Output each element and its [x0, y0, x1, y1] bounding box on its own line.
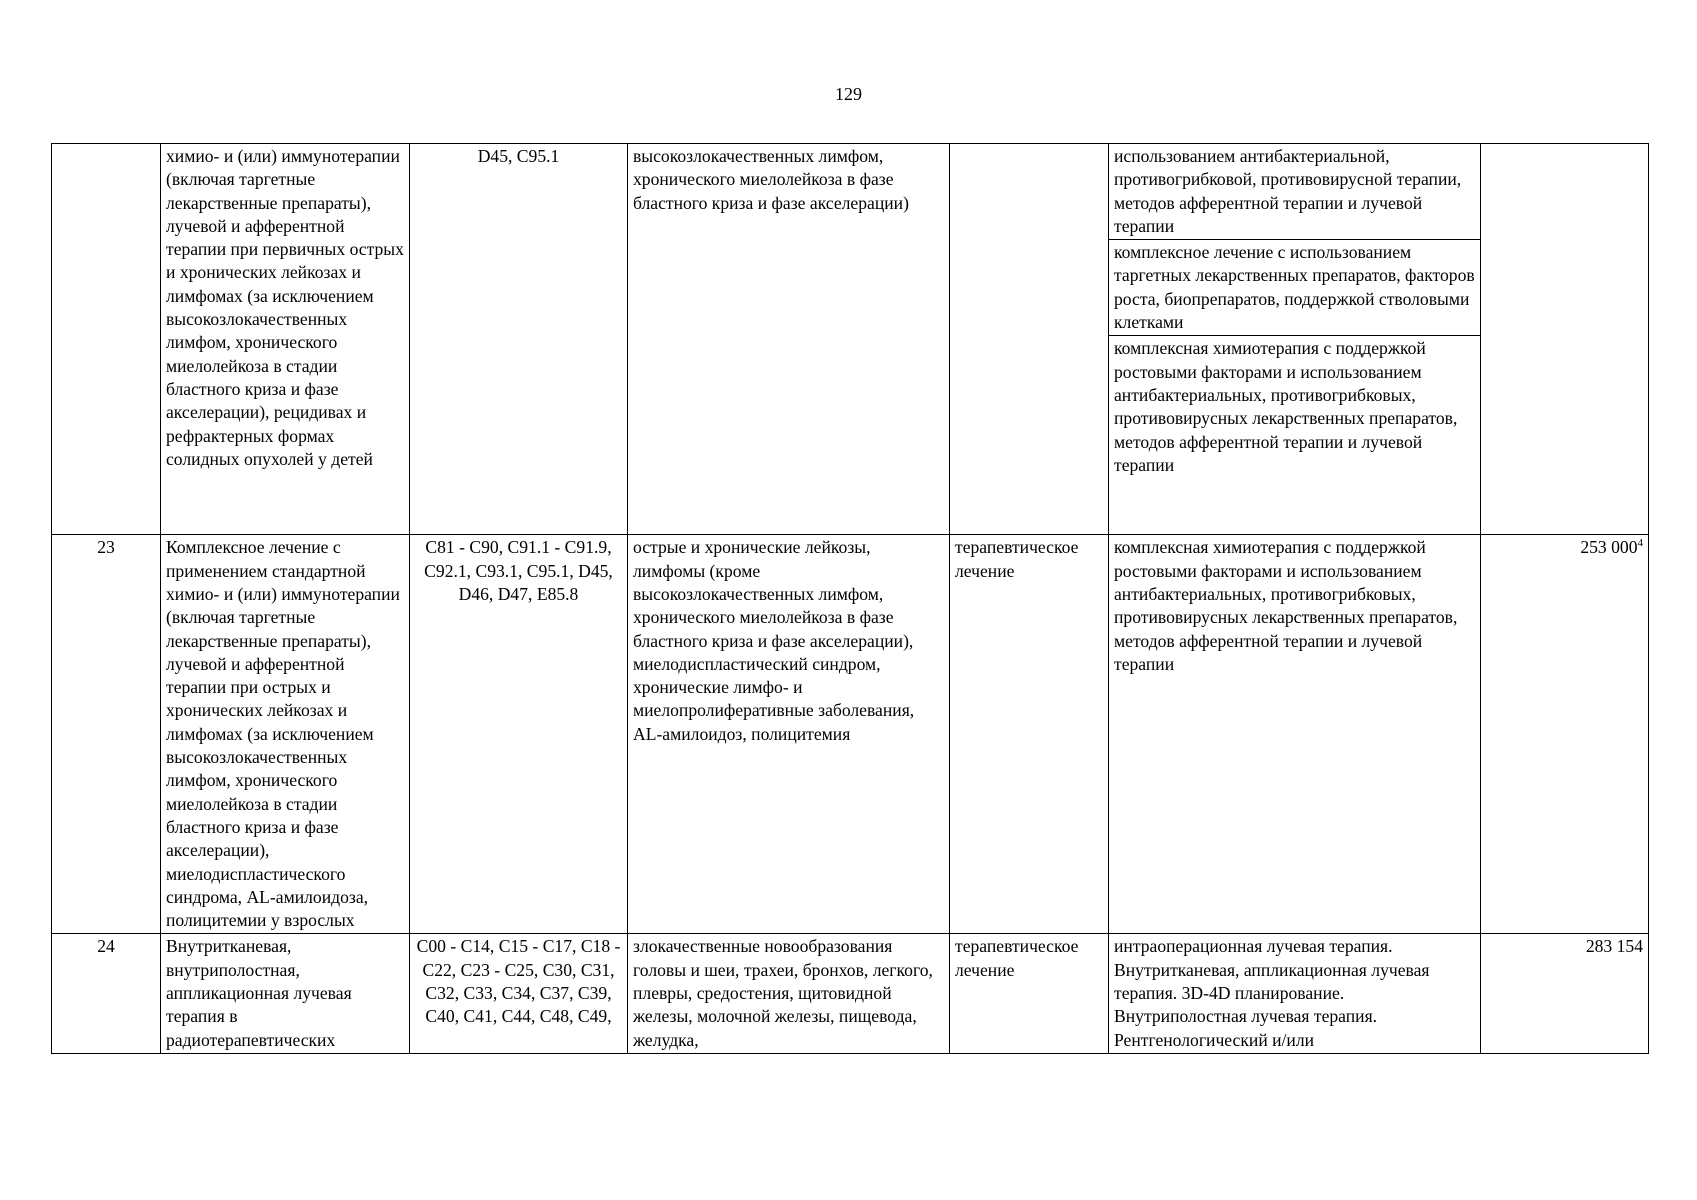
cell-number: 23	[52, 535, 161, 934]
cell-codes: C81 - C90, C91.1 - C91.9, C92.1, C93.1, C95.1, D45, D46, D47, E85.8	[410, 535, 628, 934]
cell-method: Внутритканевая, внутриполостная, аппликационная лучевая терапия в радиотерапевтических	[161, 934, 410, 1053]
cell-type: терапевтическое лечение	[950, 535, 1109, 934]
cell-model: злокачественные новообразования головы и шеи, трахеи, бронхов, легкого, плевры, средостения, щитовидной железы, молочной железы, пищевода, желудка,	[628, 934, 950, 1053]
cost-value: 253 000	[1580, 537, 1638, 558]
cell-model: острые и хронические лейкозы, лимфомы (кроме высокозлокачественных лимфом, хронического миелолейкоза в фазе бластного криза и фазе акселерации), миелодиспластический синдром, хронические лимфо- и миелопролиферативные заболевания, AL-амилоидоз, полицитемия	[628, 535, 950, 934]
cell-type	[950, 144, 1109, 535]
cell-method: Комплексное лечение с применением стандартной химио- и (или) иммунотерапии (включая таргетные лекарственные препараты), лучевой и афферентной терапии при острых и хронических лейкозах и лимфомах (за исключением высокозлокачественных лимфом, хронического миелолейкоза в стадии бластного криза и фазе акселерации), миелодиспластического синдрома, AL-амилоидоза, полицитемии у взрослых	[161, 535, 410, 934]
cell-treatment: комплексная химиотерапия с поддержкой ростовыми факторами и использованием антибактериальных, противогрибковых, противовирусных лекарственных препаратов, методов афферентной терапии и лучевой терапии	[1109, 535, 1481, 934]
table-row-continuation	[52, 144, 1649, 240]
cell-codes: C00 - C14, C15 - C17, C18 - C22, C23 - C25, C30, C31, C32, C33, C34, C37, C39, C40, C41, C44, C48, C49,	[410, 934, 628, 1053]
cell-number	[52, 144, 161, 535]
cell-method: химио- и (или) иммунотерапии (включая таргетные лекарственные препараты), лучевой и афферентной терапии при первичных острых и хронических лейкозах и лимфомах (за исключением высокозлокачественных лимфом, хронического миелолейкоза в стадии бластного криза и фазе акселерации), рецидивах и рефрактерных формах солидных опухолей у детей	[161, 144, 410, 535]
page-number: 129	[835, 84, 862, 104]
cell-number: 24	[52, 934, 161, 1053]
cost-footnote-marker: 4	[1637, 537, 1643, 550]
table-row	[52, 535, 1649, 934]
cell-cost: 283 154	[1481, 934, 1649, 1053]
medical-care-table	[51, 143, 1649, 1054]
table-row	[52, 934, 1649, 1053]
cell-treatment: комплексное лечение с использованием таргетных лекарственных препаратов, факторов роста, биопрепаратов, поддержкой стволовыми клетками	[1109, 240, 1481, 336]
cell-type: терапевтическое лечение	[950, 934, 1109, 1053]
cell-cost	[1481, 535, 1649, 934]
cell-treatment: комплексная химиотерапия с поддержкой ростовыми факторами и использованием антибактериальных, противогрибковых, противовирусных лекарственных препаратов, методов афферентной терапии и лучевой терапии	[1109, 336, 1481, 535]
cell-model: высокозлокачественных лимфом, хронического миелолейкоза в фазе бластного криза и фазе акселерации)	[628, 144, 950, 535]
cell-codes: D45, C95.1	[410, 144, 628, 535]
cell-cost	[1481, 144, 1649, 535]
cell-treatment: использованием антибактериальной, противогрибковой, противовирусной терапии, методов афферентной терапии и лучевой терапии	[1109, 144, 1481, 240]
cell-treatment: интраоперационная лучевая терапия. Внутритканевая, аппликационная лучевая терапия. 3D-4D планирование. Внутриполостная лучевая терапия. Рентгенологический и/или	[1109, 934, 1481, 1053]
